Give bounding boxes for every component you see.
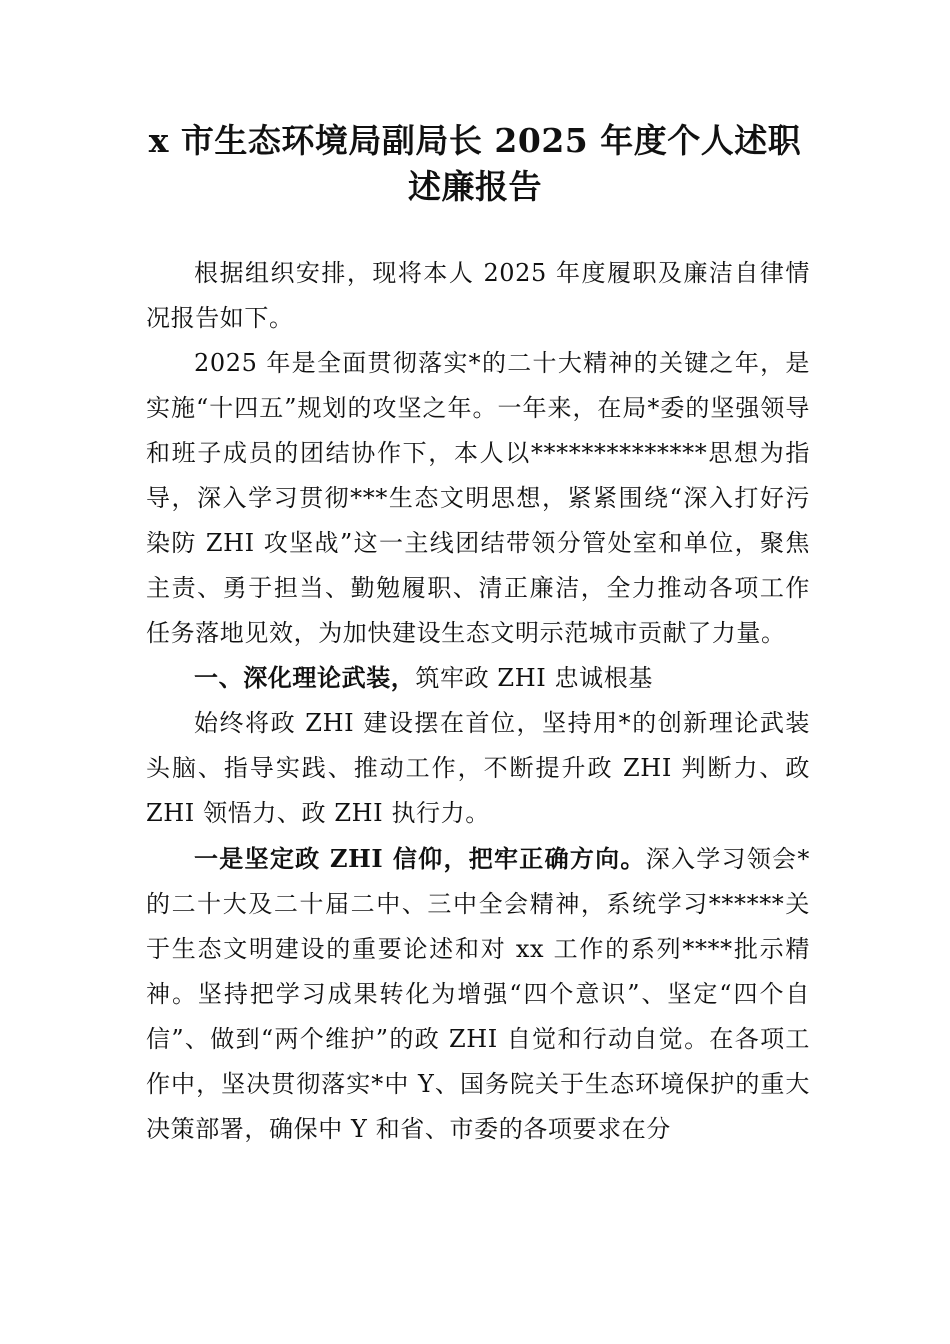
section-1-heading xyxy=(146,656,810,701)
document-body xyxy=(146,251,810,1152)
overview-paragraph: 2025 年是全面贯彻落实*的二十大精神的关键之年，是实施“十四五”规划的攻坚之年。一年来，在局*委的坚强领导和班子成员的团结协作下，本人以**************思想为指导，深入学习贯彻***生态文明思想，紧紧围绕“深入打好污染防 ZHI 攻坚战”这一主线团结带领分管处室和单位，聚焦主责、勇于担当、勤勉履职、清正廉洁，全力推动各项工作任务落地见效，为加快建设生态文明示范城市贡献了力量。 xyxy=(146,349,810,647)
title-line-2: 述廉报告 xyxy=(408,167,542,206)
section-1-heading-bold: 一、深化理论武装， xyxy=(194,664,416,692)
point-1-lead: 一是坚定政 ZHI 信仰，把牢正确方向。 xyxy=(194,844,646,873)
intro-paragraph: 根据组织安排，现将本人 2025 年度履职及廉洁自律情况报告如下。 xyxy=(146,259,810,332)
section-1-heading-rest: 筑牢政 ZHI 忠诚根基 xyxy=(415,664,653,692)
point-1-body: 深入学习领会*的二十大及二十届二中、三中全会精神，系统学习******关于生态文明建设的重要论述和对 xx 工作的系列****批示精神。坚持把学习成果转化为增强“四个意识”、坚定“四个自信”、做到“两个维护”的政 ZHI 自觉和行动自觉。在各项工作中，坚决贯彻落实*中 Y、国务院关于生态环境保护的重大决策部署，确保中 Y 和省、市委的各项要求在分 xyxy=(146,845,811,1143)
point-1-paragraph xyxy=(146,836,810,1152)
section-1-intro-paragraph: 始终将政 ZHI 建设摆在首位，坚持用*的创新理论武装头脑、指导实践、推动工作，不断提升政 ZHI 判断力、政 ZHI 领悟力、政 ZHI 执行力。 xyxy=(146,709,810,827)
title-line-1: x 市生态环境局副局长 2025 年度个人述职 xyxy=(148,121,802,160)
document-title xyxy=(120,118,830,210)
